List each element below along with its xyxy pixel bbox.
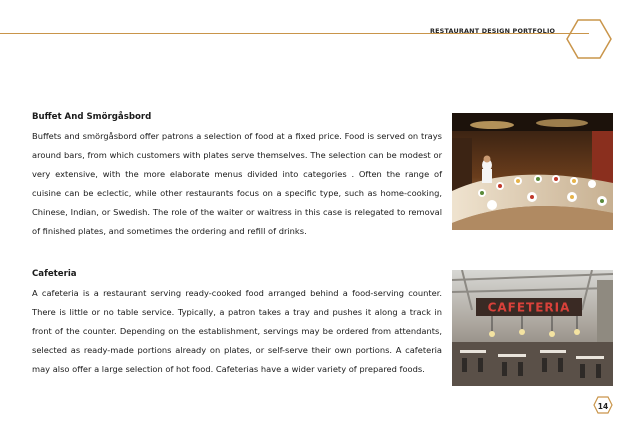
buffet-section-body: Buffets and smörgåsbord offer patrons a selection of food at a fixed price. Food is served on trays around bars, from which customers with plates serve themselves. The selection can be modest or very extensive, with the more elaborate menus divided into categories . Often the range of cuisine can be eclectic, while other restaurants focus on a specific type, such as home-cooking, Chinese, Indian, or Swedish. The role of the waiter or waitress in this case is relegated to removal of finished plates, and sometimes the ordering and refill of drinks. [32, 131, 442, 236]
buffet-section-title: Buffet And Smörgåsbord [32, 112, 152, 122]
cafeteria-sign-text: CAFETERIA [487, 300, 571, 315]
cafeteria-section-body: A cafeteria is a restaurant serving ready-cooked food arranged behind a food-serving counter. There is little or no table service. Typically, a patron takes a tray and pushes it along a track in front of the counter. Depending on the establishment, servings may be ordered from attendants, selected as ready-made portions already on plates, or self-serve their own portions. A cafeteria may also offer a large selection of hot food. Cafeterias have a wider variety of prepared foods. [32, 288, 442, 374]
hexagon-ornament [566, 19, 612, 59]
cafeteria-photo [452, 270, 613, 386]
cafeteria-section [32, 269, 442, 379]
page-number: 14 [597, 402, 609, 411]
cafeteria-section-title: Cafeteria [32, 269, 77, 279]
header-title: RESTAURANT DESIGN PORTFOLIO [430, 27, 556, 35]
buffet-photo [452, 113, 613, 230]
buffet-section [32, 112, 442, 241]
